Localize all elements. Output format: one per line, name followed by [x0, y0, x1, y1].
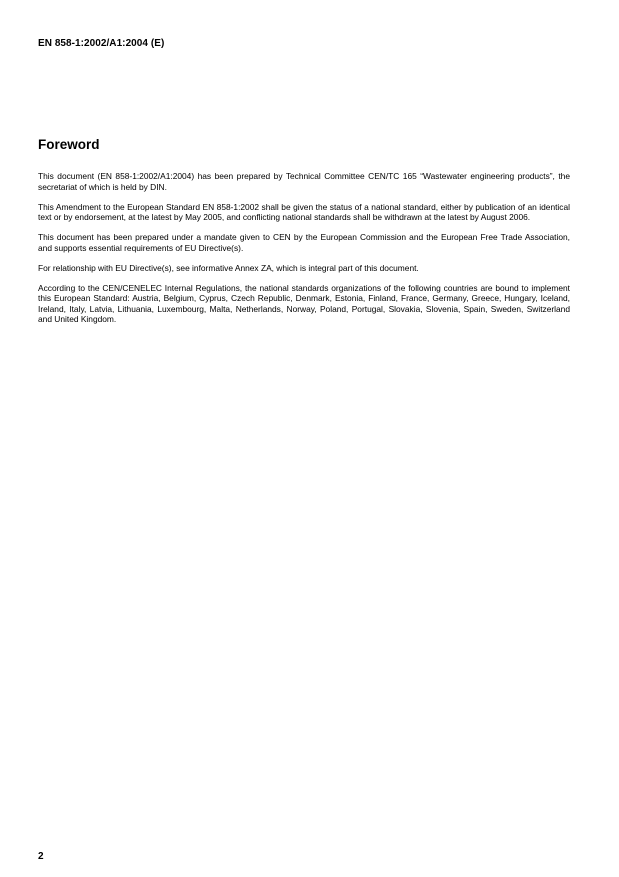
paragraph-committee: This document (EN 858-1:2002/A1:2004) has been prepared by Technical Committee CEN/TC 165 “Wastewater engineering products”, the secretariat of which is held by DIN.	[38, 171, 570, 192]
page-number: 2	[38, 851, 44, 862]
paragraph-eu-directive: For relationship with EU Directive(s), see informative Annex ZA, which is integral part of this document.	[38, 262, 419, 273]
paragraph-countries: According to the CEN/CENELEC Internal Regulations, the national standards organizations of the following countries are bound to implement this European Standard: Austria, Belgium, Cyprus, Czech Republic, Denmark, Estonia, Finland, France, Germany, Greece, Hungary, Iceland, Ireland, Italy, Latvia, Lithuania, Luxembourg, Malta, Netherlands, Norway, Poland, Portugal, Slovakia, Slovenia, Spain, Sweden, Switzerland and United Kingdom.	[38, 282, 570, 324]
foreword-title: Foreword	[38, 137, 100, 152]
paragraph-amendment-status: This Amendment to the European Standard EN 858-1:2002 shall be given the status of a national standard, either by publication of an identical text or by endorsement, at the latest by May 2005, and conflicting national standards shall be withdrawn at the latest by August 2006.	[38, 201, 570, 222]
document-header: EN 858-1:2002/A1:2004 (E)	[38, 38, 165, 49]
foreword-body	[38, 171, 570, 334]
paragraph-mandate: This document has been prepared under a mandate given to CEN by the European Commission and the European Free Trade Association, and supports essential requirements of EU Directive(s).	[38, 232, 570, 253]
